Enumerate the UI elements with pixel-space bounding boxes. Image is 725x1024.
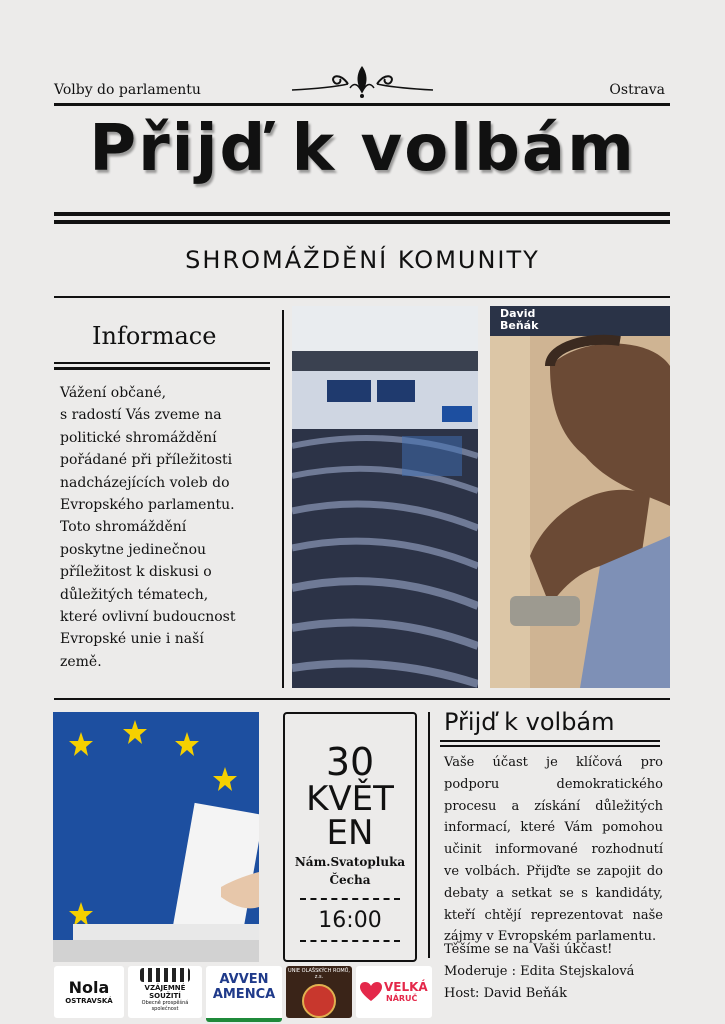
eu-ballot-photo — [53, 712, 259, 962]
section-label: Volby do parlamentu — [54, 82, 201, 98]
right-rule-2 — [440, 745, 660, 747]
flourish-ornament-icon — [290, 62, 435, 100]
heart-icon — [360, 982, 382, 1002]
page-subtitle: SHROMÁŽDĚNÍ KOMUNITY — [185, 246, 540, 274]
portrait-name-tag: David Beňák — [500, 307, 539, 332]
title-rule-1 — [54, 212, 670, 216]
title-rule-2 — [54, 220, 670, 224]
info-heading: Informace — [92, 322, 217, 350]
logo-nola-ostravska: Nola OSTRAVSKÁ — [54, 966, 124, 1018]
moderator-line: Moderuje : Edita Stejskalová — [444, 964, 635, 979]
logo-unie-olasskych-romu: UNIE OLAŠSKÝCH ROMŮ, z.s. — [286, 966, 352, 1018]
logo-vzajemne-souziti: VZÁJEMNÉ SOUŽITÍ Obecně prospěšná společnost — [128, 966, 202, 1018]
header-top-rule — [54, 103, 670, 106]
info-text: Vážení občané, s radostí Vás zveme na politické shromáždění pořádané při příležitosti nadcházejících voleb do Evropského parlamentu. Toto shromáždění poskytne jedinečnou příležitost k diskusi o důležitých tématech, které ovlivní budoucnost Evropské unie i naší země. — [60, 385, 236, 670]
right-rule-1 — [440, 740, 660, 742]
host-line: Host: David Beňák — [444, 986, 567, 1001]
event-month: KVĚT EN — [306, 779, 394, 853]
middle-rule — [54, 698, 670, 700]
info-rule-1 — [54, 362, 270, 364]
right-column-divider — [428, 712, 430, 958]
event-place: Nám.Svatopluka Čecha — [294, 855, 406, 887]
column-divider — [282, 310, 284, 688]
parliament-photo — [292, 306, 478, 688]
date-divider-bottom — [300, 940, 400, 942]
event-time: 16:00 — [318, 908, 382, 933]
right-heading: Přijď k volbám — [444, 708, 615, 736]
logo-velka-naruc: VELKÁ NÁRUČ — [356, 966, 432, 1018]
info-rule-2 — [54, 367, 270, 370]
subtitle-rule — [54, 296, 670, 298]
right-paragraph: Vaše účast je klíčová pro podporu demokratického procesu a získání důležitých informací, které Vám pomohou učinit informované rozhodnutí ve volbách. Přijďte se zapojit do debaty a setkat se s kandidáty, kteří chtějí reprezentovat naše zájmy v Evropském parlamentu. — [444, 755, 663, 945]
date-divider — [300, 898, 400, 900]
event-day: 30 — [325, 740, 375, 784]
closing-line: Těšíme se na Vaši úkčast! — [444, 942, 613, 957]
portrait-photo — [490, 306, 670, 688]
location-label: Ostrava — [609, 82, 665, 98]
logo-avven-amenca: AVVEN AMENCA — [206, 966, 282, 1022]
page-title: Přijď k volbám — [89, 112, 636, 186]
